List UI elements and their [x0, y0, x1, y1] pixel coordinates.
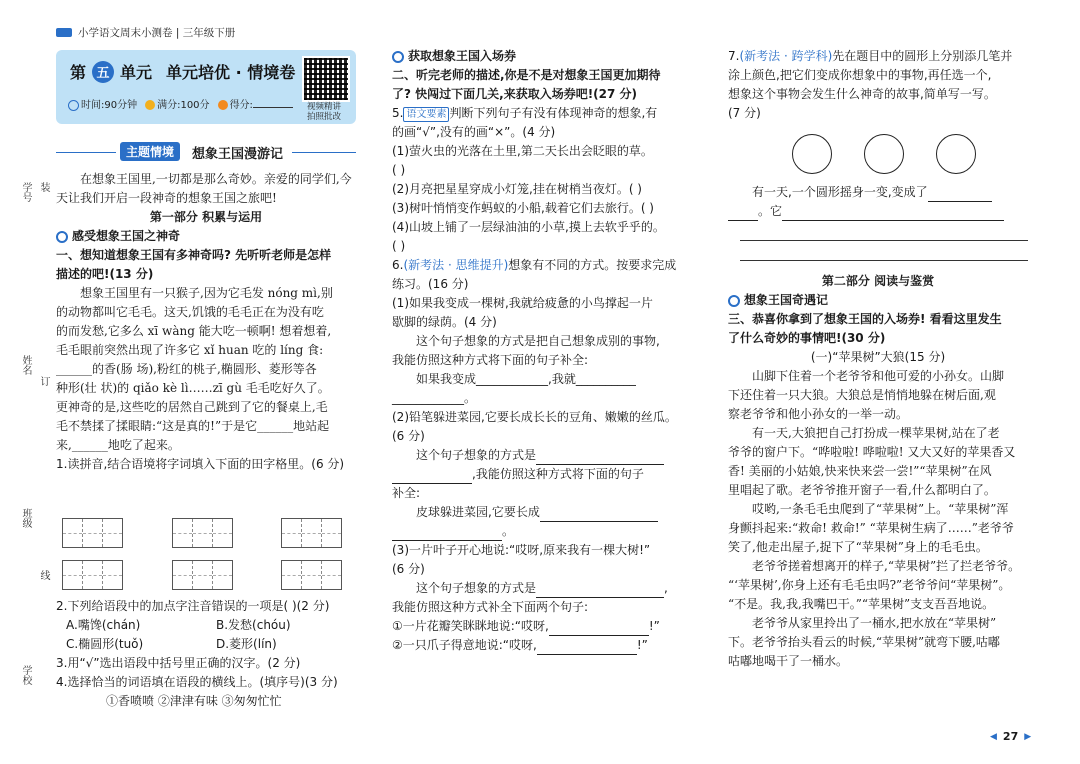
side-cut1: 装 [38, 182, 49, 192]
series-header [56, 25, 235, 40]
q5-item-1-blank[interactable]: ( ) [392, 163, 406, 177]
q6-3-blank-2[interactable] [549, 623, 649, 636]
passage-line-2: 的动物都叫它毛毛。这天,饥饿的毛毛正在为没有吃 [56, 305, 324, 319]
passage-line-1: 想象王国里有一只猴子,因为它毛发 nóng mì,别 [80, 286, 333, 300]
q2-option-c[interactable]: C.椭圆形(tuǒ) [66, 637, 144, 651]
section-1-head: 感受想象王国之神奇 [56, 227, 356, 246]
drawing-circle-1[interactable] [792, 134, 832, 174]
q2-head-2: 了? 快闯过下面几关,来获取入场券吧!(27 分) [392, 87, 638, 101]
q6-3-blank-1[interactable] [536, 585, 664, 598]
unit-label: 单元 [120, 63, 153, 82]
reading-line-12: “‘苹果树’,你身上还有毛毛虫吗?”老爷爷问“苹果树”。 [728, 578, 1011, 592]
q2-option-a[interactable]: A.嘴馋(chán) [66, 618, 141, 632]
reading-line-13: “不是。我,我,我嘴巴干。”“苹果树”支支吾吾地说。 [728, 597, 995, 611]
q6-2-blank-1[interactable] [536, 452, 664, 465]
series-title: 小学语文周末小测卷 | 三年级下册 [78, 27, 236, 39]
page-number [990, 730, 1031, 743]
column-1-lower [56, 597, 356, 711]
q6-line-2: 练习。(16 分) [392, 277, 469, 291]
q2-head-1: 二、听完老师的描述,你是不是对想象王国更加期待 [392, 68, 661, 82]
q6-3-line-6: ②一只爪子得意地说:“哎呀, !” [392, 636, 694, 655]
tianzi-grid[interactable] [172, 518, 233, 548]
reading-line-7: 里唱起了歌。老爷爷推开窗子一看,什么都明白了。 [728, 483, 996, 497]
reading-line-4: 有一天,大狼把自己打扮成一棵苹果树,站在了老 [752, 426, 1000, 440]
passage-line-6: 种形(壮 状)的 qiǎo kè lì……zī gù 毛毛吃好久了。 [56, 381, 330, 395]
story-area [728, 183, 1028, 221]
q6-2-line-5: 补全: [392, 486, 421, 500]
unit-di: 第 [70, 63, 87, 82]
reading-line-5: 爷爷的窗户下。“哗啦啦! 哗啦啦! 又大又好的苹果香又 [728, 445, 1016, 459]
q6-1-line-2: 歇脚的绿荫。(4 分) [392, 315, 497, 329]
q7-line-4: (7 分) [728, 106, 761, 120]
prev-arrow-icon: ◀ [990, 731, 997, 742]
q6-1-fill-1[interactable]: 如果我变成____________,我就__________ [416, 372, 636, 386]
q5-item-4: (4)山坡上铺了一层绿油油的小草,摸上去软乎乎的。 [392, 220, 665, 234]
q6-2-blank-2[interactable] [392, 471, 472, 484]
column-2 [392, 47, 694, 655]
theme-rule-right [292, 152, 356, 153]
question-7: 7.(新考法 · 跨学科)先在题目中的圆形上分别添几笔并 [728, 49, 1013, 63]
theme-rule-left [56, 152, 116, 153]
q5-item-3[interactable]: (3)树叶悄悄变作蚂蚁的小船,载着它们去旅行。( ) [392, 201, 654, 215]
q6-1-line-3: 这个句子想象的方式是把自己想象成别的事物, [416, 334, 660, 348]
side-name: 姓名 [20, 355, 31, 375]
unit-meta [68, 96, 293, 111]
tianzi-grid[interactable] [172, 560, 233, 590]
column-3 [728, 47, 1028, 123]
tianzi-grid[interactable] [62, 560, 123, 590]
q5-item-2[interactable]: (2)月亮把星星穿成小灯笼,挂在树梢当夜灯。( ) [392, 182, 642, 196]
full-info: 满分:100分 [145, 96, 209, 111]
side-id: 学号 [20, 182, 31, 202]
series-logo-icon [56, 28, 72, 37]
side-class: 班级 [20, 508, 31, 528]
reading-line-1: 山脚下住着一个老爷爷和他可爱的小孙女。山脚 [752, 369, 1005, 383]
unit-header-box [56, 50, 356, 124]
tianzi-grid[interactable] [62, 518, 123, 548]
q6-1: (1)如果我变成一棵树,我就给疲惫的小鸟撑起一片 [392, 296, 653, 310]
q2-options-row-2 [56, 635, 356, 654]
passage-line-7: 更神奇的是,这些吃的居然自己跳到了它的餐桌上,毛 [56, 400, 328, 414]
q6-3-line-4: 我能仿照这种方式补全下面两个句子: [392, 600, 589, 614]
question-1: 1.读拼音,结合语境将字词填入下面的田字格里。(6 分) [56, 457, 345, 471]
medal-icon [145, 100, 155, 110]
side-cut3: 线 [38, 570, 49, 580]
q6-tag: (新考法 · 思维提升) [403, 258, 509, 272]
q6-2-line-6: 皮球躲进菜园,它要长成 [392, 503, 694, 522]
q5-item-1: (1)萤火虫的光落在土里,第二天长出会眨眼的草。 [392, 144, 653, 158]
q2-options-row-1 [56, 616, 356, 635]
unit-subtitle: 单元培优 · 情境卷 [166, 63, 296, 82]
reading-line-11: 老爷爷搓着想离开的样子,“苹果树”拦了拦老爷爷。 [752, 559, 1021, 573]
story-blank-2[interactable] [728, 208, 758, 221]
q7-tag: (新考法 · 跨学科) [739, 49, 833, 63]
q3-head-2: 了什么奇妙的事情吧!(30 分) [728, 331, 886, 345]
tianzi-grid[interactable] [281, 560, 342, 590]
q6-2-line-2: (6 分) [392, 429, 425, 443]
reading-line-14: 老爷爷从家里拎出了一桶水,把水放在“苹果树” [752, 616, 997, 630]
reading-line-15: 下。老爷爷抬头看云的时候,“苹果树”就弯下腰,咕嘟 [728, 635, 1000, 649]
passage-title: (一)“苹果树”大狼(15 分) [810, 350, 946, 364]
tianzi-grid[interactable] [281, 518, 342, 548]
column-1 [56, 170, 356, 474]
drawing-circle-2[interactable] [864, 134, 904, 174]
bullet-icon [392, 51, 404, 63]
question-5: 5. 语文要素 判断下列句子有没有体现神奇的想象,有 [392, 106, 658, 120]
question-3: 3.用“√”选出语段中括号里正确的汉字。(2 分) [56, 656, 301, 670]
q6-3-line-2: (6 分) [392, 562, 425, 576]
answer-line-2[interactable] [740, 260, 1028, 261]
q4-options: ①香喷喷 ②津津有味 ③匆匆忙忙 [106, 694, 282, 708]
side-school: 学校 [20, 665, 31, 685]
q6-2-line-3: 这个句子想象的方式是 [392, 446, 694, 465]
q6-2-blank-3[interactable] [540, 509, 658, 522]
q7-line-2: 涂上颜色,把它们变成你想象中的事物,再任选一个, [728, 68, 992, 82]
tianzi-grids [62, 518, 342, 602]
reading-line-16: 咕嘟地喝干了一桶水。 [728, 654, 849, 668]
circles-row [792, 134, 976, 174]
q1-head-1: 一、想知道想象王国有多神奇吗? 先听听老师是怎样 [56, 248, 332, 262]
q1-head-2: 描述的吧!(13 分) [56, 267, 154, 281]
passage-line-3: 的而发愁,它多么 xī wàng 能大吃一顿啊! 想着想着, [56, 324, 332, 338]
q6-3-blank-3[interactable] [537, 642, 637, 655]
q3-head-1: 三、恭喜你拿到了想象王国的入场券! 看看这里发生 [728, 312, 1002, 326]
unit-title [70, 60, 295, 83]
story-line-1: 有一天,一个圆形摇身一变,变成了 [728, 183, 1028, 202]
q2-option-b[interactable]: B.发愁(chóu) [216, 618, 291, 632]
unit-number: 五 [92, 61, 114, 83]
question-2: 2.下列给语段中的加点字注音错误的一项是( )(2 分) [56, 599, 330, 613]
reading-line-8: 哎哟,一条毛毛虫爬到了“苹果树”上。“苹果树”浑 [752, 502, 1009, 516]
time-info: 时间:90分钟 [68, 96, 137, 111]
side-cut2: 订 [38, 376, 49, 386]
q6-2-blank-4[interactable] [392, 528, 502, 541]
q6-1-line-4: 我能仿照这种方式将下面的句子补全: [392, 353, 589, 367]
question-4: 4.选择恰当的词语填在语段的横线上。(填序号)(3 分) [56, 675, 338, 689]
q6-3: (3)一片叶子开心地说:“哎呀,原来我有一棵大树!” [392, 543, 651, 557]
question-6: 6.(新考法 · 思维提升)想象有不同的方式。按要求完成 [392, 258, 677, 272]
part-1-title: 第一部分 积累与运用 [149, 210, 263, 224]
intro-line-2: 天让我们开启一段神奇的想象王国之旅吧! [56, 191, 277, 205]
story-line-2: 。它 [728, 202, 1028, 221]
part-2-title: 第二部分 阅读与鉴赏 [821, 274, 935, 288]
passage-line-8: 毛不禁揉了揉眼睛:“这是真的!”于是它______地站起 [56, 419, 330, 433]
qr-caption: 视频精讲 拍照批改 [306, 102, 341, 122]
passage-line-4: 毛毛眼前突然出现了许多它 xǐ huan 吃的 líng 食: [56, 343, 324, 357]
q2-option-d[interactable]: D.菱形(lín) [216, 637, 277, 651]
intro-line-1: 在想象王国里,一切都是那么奇妙。亲爱的同学们,今 [80, 172, 352, 186]
q6-2-line-4: ,我能仿照这种方式将下面的句子 [392, 465, 694, 484]
score-info: 得分: [218, 96, 293, 111]
reading-line-3: 察老爷爷和他小孙女的一举一动。 [728, 407, 909, 421]
section-2-head: 获取想象王国入场券 [392, 47, 694, 66]
next-arrow-icon: ▶ [1024, 731, 1032, 742]
q7-line-3: 想象这个事物会发生什么神奇的故事,简单写一写。 [728, 87, 996, 101]
reading-line-9: 身颤抖起来:“救命! 救命!” “苹果树生病了……”老爷爷 [728, 521, 1014, 535]
bullet-icon [56, 231, 68, 243]
passage-line-9: 来,______地吃了起来。 [56, 438, 180, 452]
q6-2: (2)铅笔躲进菜园,它要长成长长的豆角、嫩嫩的丝瓜。 [392, 410, 677, 424]
theme-tag: 主题情境 [120, 142, 180, 161]
q5-item-4-blank[interactable]: ( ) [392, 239, 406, 253]
bullet-icon [728, 295, 740, 307]
answer-line-1[interactable] [740, 240, 1028, 241]
score-blank[interactable] [253, 98, 293, 108]
q5-line-2: 的画“√”,没有的画“×”。(4 分) [392, 125, 556, 139]
q6-1-fill-2[interactable]: ____________。 [392, 391, 477, 405]
q5-tag: 语文要素 [403, 107, 449, 122]
story-blank-3[interactable] [782, 208, 1004, 221]
reading-line-2: 下还住着一只大狼。大狼总是悄悄地躲在树后面,观 [728, 388, 996, 402]
theme-header [56, 142, 356, 162]
clock-icon [68, 100, 79, 111]
reading-line-6: 香! 美丽的小姑娘,快来快来尝一尝!”“苹果树”在风 [728, 464, 992, 478]
q6-3-line-5: ①一片花瓣笑眯眯地说:“哎呀, !” [392, 617, 694, 636]
q6-3-line-3: 这个句子想象的方式是 , [392, 579, 694, 598]
score-icon [218, 100, 228, 110]
page-number-text: 27 [1002, 730, 1019, 743]
qr-code-icon[interactable] [302, 56, 350, 102]
q6-2-line-7: 。 [392, 522, 694, 541]
drawing-circle-3[interactable] [936, 134, 976, 174]
story-blank-1[interactable] [928, 189, 992, 202]
theme-title: 想象王国漫游记 [192, 147, 284, 162]
passage-line-5: ______的香(肠 场),粉红的桃子,椭圆形、菱形等各 [56, 362, 317, 376]
column-3-lower [728, 272, 1028, 671]
section-3-head: 想象王国奇遇记 [728, 291, 1028, 310]
reading-line-10: 笑了,他走出屋子,捉下了“苹果树”身上的毛毛虫。 [728, 540, 988, 554]
